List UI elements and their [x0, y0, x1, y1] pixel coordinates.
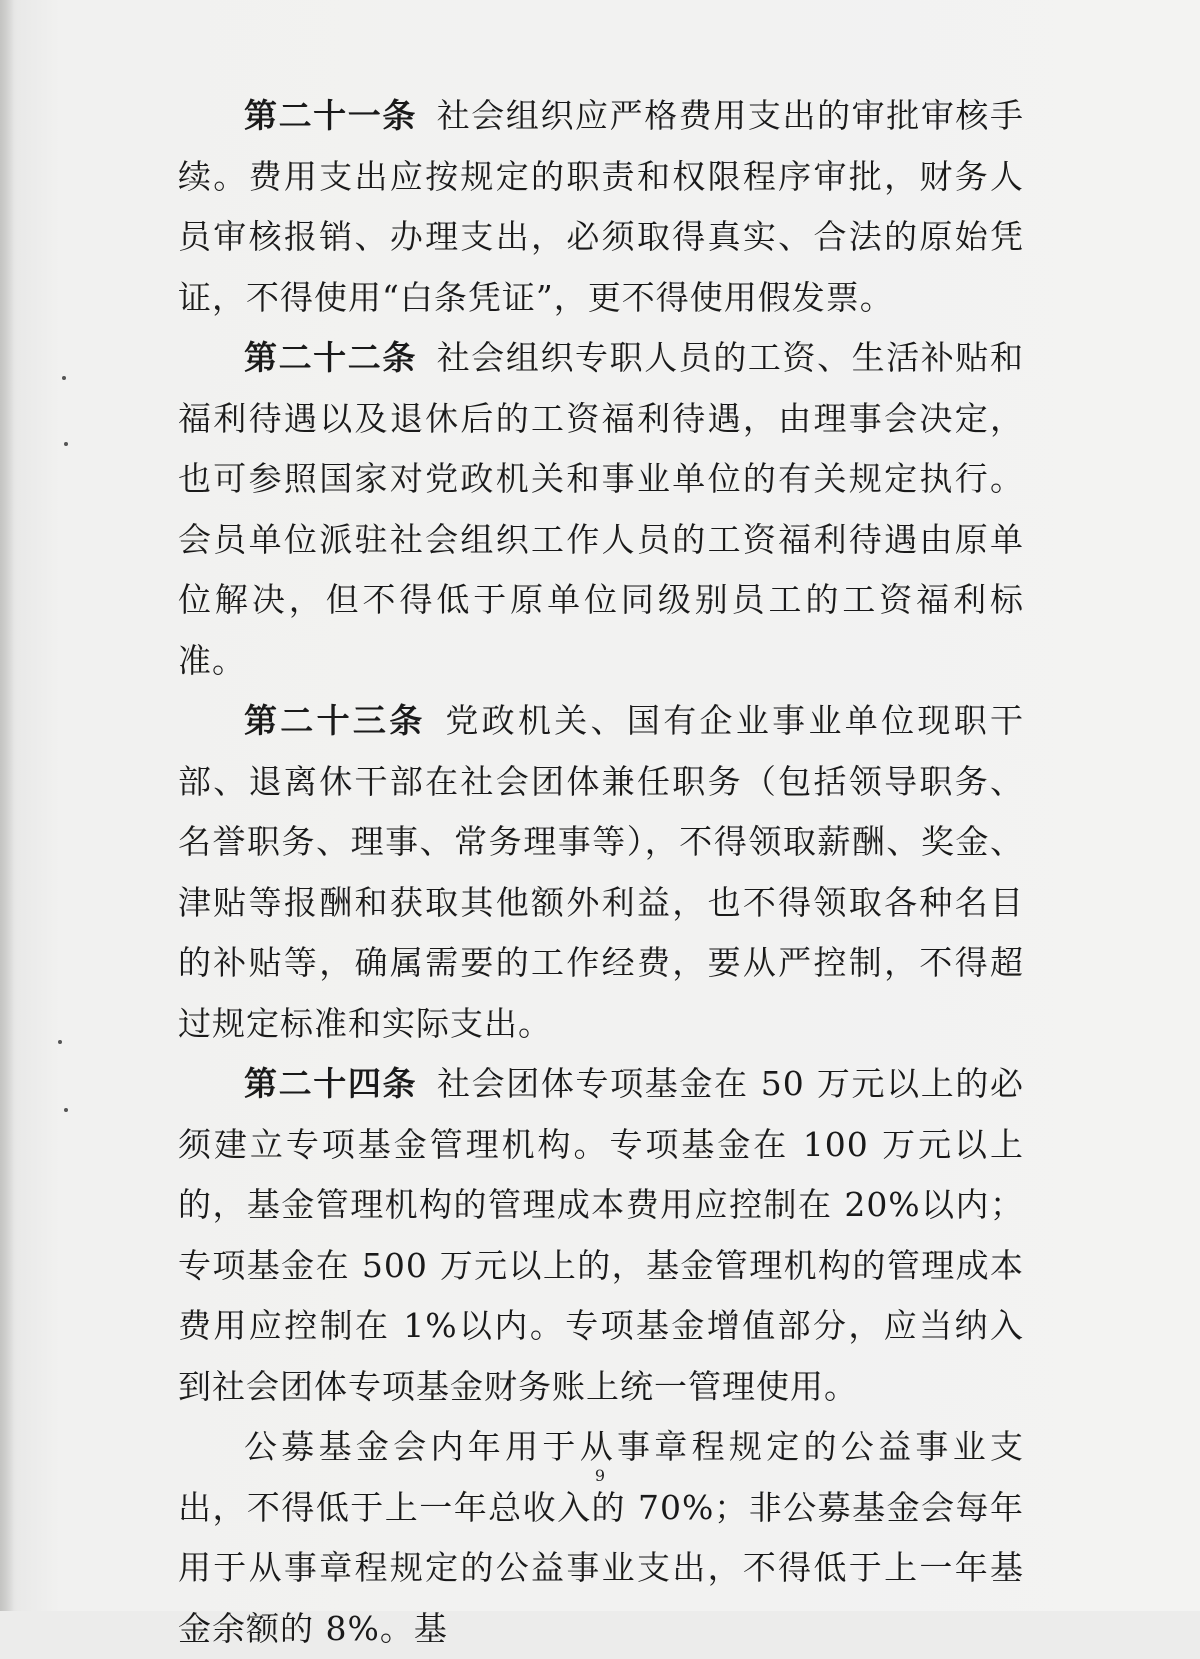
- scan-speck: [58, 1040, 62, 1044]
- article-number: 第二十一条: [244, 96, 417, 135]
- article-number: 第二十三条: [244, 701, 426, 740]
- article-text: 社会组织应严格费用支出的审批审核手续。费用支出应按规定的职责和权限程序审批，财务人员审核报销、办理支出，必须取得真实、合法的原始凭证，不得使用“白条凭证”，更不得使用假发票。: [178, 96, 1025, 317]
- scan-speck: [64, 442, 68, 446]
- binding-shadow: [0, 0, 14, 1611]
- article-text: 社会团体专项基金在 50 万元以上的必须建立专项基金管理机构。专项基金在 100 万元以上的，基金管理机构的管理成本费用应控制在 20%以内；专项基金在 500 万元以上的，基金管理机构的管理成本费用应控制在 1%以内。专项基金增值部分，应当纳入到社会团体专项基金财务账上统一管理使用。: [178, 1064, 1024, 1406]
- article-22: [178, 328, 1024, 691]
- article-text: 党政机关、国有企业事业单位现职干部、退离休干部在社会团体兼任职务（包括领导职务、名誉职务、理事、常务理事等），不得领取薪酬、奖金、津贴等报酬和获取其他额外利益，也不得领取各种名目的补贴等，确属需要的工作经费，要从严控制，不得超过规定标准和实际支出。: [178, 701, 1025, 1043]
- page-number: 9: [594, 1466, 606, 1485]
- scan-speck: [64, 1108, 68, 1112]
- scan-speck: [62, 376, 66, 380]
- article-21: [178, 86, 1024, 328]
- article-24: [178, 1054, 1024, 1417]
- article-23: [178, 691, 1024, 1054]
- article-number: 第二十二条: [244, 338, 417, 377]
- document-body: [178, 86, 1024, 1659]
- article-number: 第二十四条: [244, 1064, 418, 1103]
- closing-paragraph: 公募基金会内年用于从事章程规定的公益事业支出，不得低于上一年总收入的 70%；非公募基金会每年用于从事章程规定的公益事业支出，不得低于上一年基金余额的 8%。基: [178, 1427, 1024, 1648]
- article-text: 社会组织专职人员的工资、生活补贴和福利待遇以及退休后的工资福利待遇，由理事会决定，也可参照国家对党政机关和事业单位的有关规定执行。会员单位派驻社会组织工作人员的工资福利待遇由原单位解决，但不得低于原单位同级别员工的工资福利标准。: [178, 338, 1025, 680]
